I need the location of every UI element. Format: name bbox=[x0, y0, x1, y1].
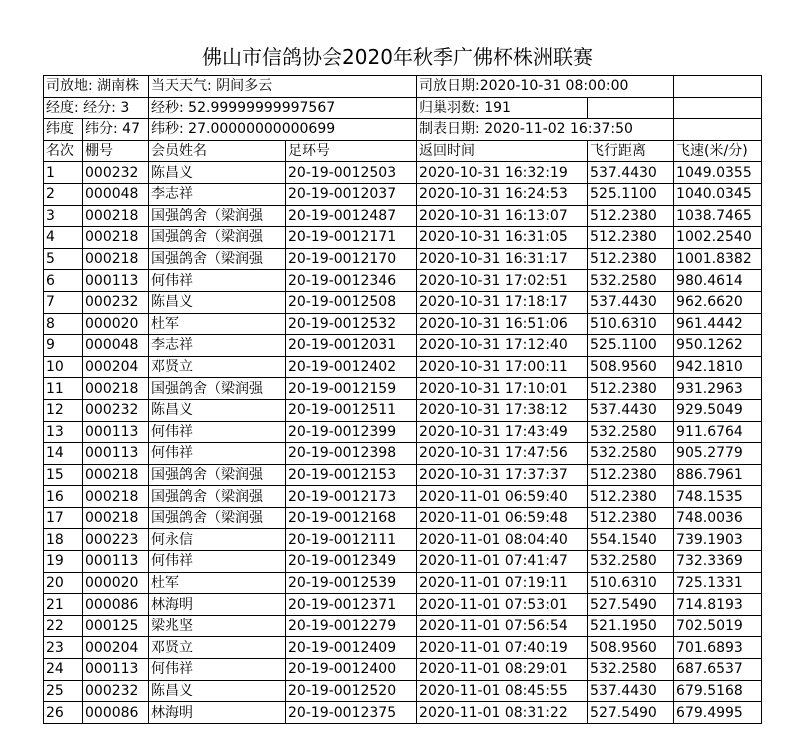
ring-cell: 20-19-0012346 bbox=[286, 270, 417, 292]
return-time-cell: 2020-11-01 07:41:47 bbox=[417, 551, 588, 573]
loft-cell: 000048 bbox=[83, 335, 149, 357]
speed-cell: 911.6764 bbox=[674, 421, 762, 443]
distance-cell: 512.2380 bbox=[588, 227, 674, 249]
loft-cell: 000232 bbox=[83, 162, 149, 184]
distance-cell: 510.6310 bbox=[588, 572, 674, 594]
speed-cell: 931.2963 bbox=[674, 378, 762, 400]
loft-cell: 000218 bbox=[83, 205, 149, 227]
results-table bbox=[43, 75, 762, 724]
member-cell: 李志祥 bbox=[149, 183, 286, 205]
ring-cell: 20-19-0012170 bbox=[286, 248, 417, 270]
ring-cell: 20-19-0012037 bbox=[286, 183, 417, 205]
speed-cell: 1038.7465 bbox=[674, 205, 762, 227]
return-time-cell: 2020-10-31 17:00:11 bbox=[417, 356, 588, 378]
column-header-loft: 棚号 bbox=[83, 140, 149, 162]
return-time-cell: 2020-10-31 17:18:17 bbox=[417, 291, 588, 313]
distance-cell: 554.1540 bbox=[588, 529, 674, 551]
empty-cell bbox=[674, 76, 762, 98]
ring-cell: 20-19-0012487 bbox=[286, 205, 417, 227]
speed-cell: 748.1535 bbox=[674, 486, 762, 508]
return-time-cell: 2020-11-01 06:59:48 bbox=[417, 507, 588, 529]
member-cell: 梁兆坚 bbox=[149, 615, 286, 637]
distance-cell: 532.2580 bbox=[588, 659, 674, 681]
loft-cell: 000204 bbox=[83, 356, 149, 378]
ring-cell: 20-19-0012371 bbox=[286, 594, 417, 616]
table-row bbox=[44, 291, 762, 313]
table-row bbox=[44, 443, 762, 465]
member-cell: 邓贤立 bbox=[149, 356, 286, 378]
latitude-seconds-cell: 纬秒: 27.00000000000699 bbox=[149, 119, 417, 141]
loft-cell: 000218 bbox=[83, 464, 149, 486]
ring-cell: 20-19-0012399 bbox=[286, 421, 417, 443]
table-row bbox=[44, 572, 762, 594]
table-row bbox=[44, 421, 762, 443]
table-row bbox=[44, 227, 762, 249]
weather-cell: 当天天气: 阴间多云 bbox=[149, 76, 417, 98]
ring-cell: 20-19-0012409 bbox=[286, 637, 417, 659]
ring-cell: 20-19-0012532 bbox=[286, 313, 417, 335]
table-date-cell: 制表日期: 2020-11-02 16:37:50 bbox=[417, 119, 674, 141]
page-title: 佛山市信鸽协会2020年秋季广佛杯株洲联赛 bbox=[202, 45, 593, 69]
member-cell: 陈昌义 bbox=[149, 291, 286, 313]
return-time-cell: 2020-11-01 08:45:55 bbox=[417, 680, 588, 702]
rank-cell: 3 bbox=[44, 205, 83, 227]
member-cell: 李志祥 bbox=[149, 335, 286, 357]
speed-cell: 739.1903 bbox=[674, 529, 762, 551]
longitude-seconds-cell: 经秒: 52.99999999997567 bbox=[149, 97, 417, 119]
distance-cell: 537.4430 bbox=[588, 399, 674, 421]
distance-cell: 508.9560 bbox=[588, 637, 674, 659]
table-row bbox=[44, 680, 762, 702]
member-cell: 何伟祥 bbox=[149, 270, 286, 292]
return-time-cell: 2020-10-31 16:51:06 bbox=[417, 313, 588, 335]
column-header-return-time: 返回时间 bbox=[417, 140, 588, 162]
rank-cell: 18 bbox=[44, 529, 83, 551]
ring-cell: 20-19-0012171 bbox=[286, 227, 417, 249]
member-cell: 何伟祥 bbox=[149, 551, 286, 573]
loft-cell: 000113 bbox=[83, 659, 149, 681]
return-time-cell: 2020-10-31 16:13:07 bbox=[417, 205, 588, 227]
table-row bbox=[44, 378, 762, 400]
return-time-cell: 2020-10-31 17:47:56 bbox=[417, 443, 588, 465]
longitude-cell: 经度: 经分: 3 bbox=[44, 97, 149, 119]
ring-cell: 20-19-0012375 bbox=[286, 702, 417, 724]
rank-cell: 26 bbox=[44, 702, 83, 724]
column-header-rank: 名次 bbox=[44, 140, 83, 162]
speed-cell: 687.6537 bbox=[674, 659, 762, 681]
ring-cell: 20-19-0012503 bbox=[286, 162, 417, 184]
return-time-cell: 2020-10-31 17:37:37 bbox=[417, 464, 588, 486]
table-row bbox=[44, 594, 762, 616]
distance-cell: 537.4430 bbox=[588, 162, 674, 184]
table-row bbox=[44, 507, 762, 529]
speed-cell: 679.5168 bbox=[674, 680, 762, 702]
rank-cell: 14 bbox=[44, 443, 83, 465]
ring-cell: 20-19-0012159 bbox=[286, 378, 417, 400]
rank-cell: 13 bbox=[44, 421, 83, 443]
speed-cell: 1040.0345 bbox=[674, 183, 762, 205]
table-row bbox=[44, 615, 762, 637]
return-time-cell: 2020-11-01 07:40:19 bbox=[417, 637, 588, 659]
loft-cell: 000204 bbox=[83, 637, 149, 659]
distance-cell: 525.1100 bbox=[588, 335, 674, 357]
return-time-cell: 2020-10-31 17:38:12 bbox=[417, 399, 588, 421]
table-row bbox=[44, 313, 762, 335]
distance-cell: 527.5490 bbox=[588, 702, 674, 724]
return-time-cell: 2020-10-31 16:31:05 bbox=[417, 227, 588, 249]
speed-cell: 1001.8382 bbox=[674, 248, 762, 270]
empty-cell bbox=[674, 119, 762, 141]
member-cell: 陈昌义 bbox=[149, 399, 286, 421]
return-time-cell: 2020-10-31 17:02:51 bbox=[417, 270, 588, 292]
rank-cell: 17 bbox=[44, 507, 83, 529]
member-cell: 国强鸽舍（梁润强 bbox=[149, 227, 286, 249]
rank-cell: 11 bbox=[44, 378, 83, 400]
speed-cell: 679.4995 bbox=[674, 702, 762, 724]
empty-cell bbox=[674, 97, 762, 119]
release-date-cell: 司放日期:2020-10-31 08:00:00 bbox=[417, 76, 674, 98]
ring-cell: 20-19-0012398 bbox=[286, 443, 417, 465]
member-cell: 杜军 bbox=[149, 572, 286, 594]
table-row bbox=[44, 551, 762, 573]
return-time-cell: 2020-10-31 16:24:53 bbox=[417, 183, 588, 205]
return-time-cell: 2020-10-31 17:43:49 bbox=[417, 421, 588, 443]
member-cell: 国强鸽舍（梁润强 bbox=[149, 507, 286, 529]
distance-cell: 512.2380 bbox=[588, 248, 674, 270]
loft-cell: 000086 bbox=[83, 594, 149, 616]
distance-cell: 532.2580 bbox=[588, 443, 674, 465]
distance-cell: 537.4430 bbox=[588, 680, 674, 702]
returned-count-cell: 归巢羽数: 191 bbox=[417, 97, 588, 119]
speed-cell: 748.0036 bbox=[674, 507, 762, 529]
empty-cell bbox=[588, 97, 674, 119]
header-row-longitude bbox=[44, 97, 762, 119]
return-time-cell: 2020-11-01 07:53:01 bbox=[417, 594, 588, 616]
member-cell: 邓贤立 bbox=[149, 637, 286, 659]
rank-cell: 20 bbox=[44, 572, 83, 594]
distance-cell: 510.6310 bbox=[588, 313, 674, 335]
member-cell: 国强鸽舍（梁润强 bbox=[149, 205, 286, 227]
speed-cell: 701.6893 bbox=[674, 637, 762, 659]
member-cell: 何伟祥 bbox=[149, 659, 286, 681]
return-time-cell: 2020-11-01 07:56:54 bbox=[417, 615, 588, 637]
table-row bbox=[44, 529, 762, 551]
member-cell: 陈昌义 bbox=[149, 162, 286, 184]
loft-cell: 000218 bbox=[83, 227, 149, 249]
ring-cell: 20-19-0012173 bbox=[286, 486, 417, 508]
loft-cell: 000020 bbox=[83, 313, 149, 335]
loft-cell: 000218 bbox=[83, 486, 149, 508]
loft-cell: 000232 bbox=[83, 291, 149, 313]
rank-cell: 15 bbox=[44, 464, 83, 486]
member-cell: 国强鸽舍（梁润强 bbox=[149, 378, 286, 400]
ring-cell: 20-19-0012279 bbox=[286, 615, 417, 637]
loft-cell: 000113 bbox=[83, 421, 149, 443]
column-header-ring: 足环号 bbox=[286, 140, 417, 162]
header-row-release-site bbox=[44, 76, 762, 98]
distance-cell: 532.2580 bbox=[588, 270, 674, 292]
loft-cell: 000086 bbox=[83, 702, 149, 724]
return-time-cell: 2020-10-31 16:31:17 bbox=[417, 248, 588, 270]
rank-cell: 8 bbox=[44, 313, 83, 335]
rank-cell: 21 bbox=[44, 594, 83, 616]
return-time-cell: 2020-11-01 08:29:01 bbox=[417, 659, 588, 681]
loft-cell: 000048 bbox=[83, 183, 149, 205]
ring-cell: 20-19-0012153 bbox=[286, 464, 417, 486]
table-row bbox=[44, 270, 762, 292]
member-cell: 何伟祥 bbox=[149, 421, 286, 443]
table-row bbox=[44, 248, 762, 270]
ring-cell: 20-19-0012508 bbox=[286, 291, 417, 313]
table-row bbox=[44, 659, 762, 681]
rank-cell: 12 bbox=[44, 399, 83, 421]
member-cell: 林海明 bbox=[149, 594, 286, 616]
distance-cell: 532.2580 bbox=[588, 551, 674, 573]
member-cell: 陈昌义 bbox=[149, 680, 286, 702]
speed-cell: 961.4442 bbox=[674, 313, 762, 335]
rank-cell: 23 bbox=[44, 637, 83, 659]
loft-cell: 000232 bbox=[83, 399, 149, 421]
loft-cell: 000125 bbox=[83, 615, 149, 637]
column-header-speed: 飞速(米/分) bbox=[674, 140, 762, 162]
table-row bbox=[44, 356, 762, 378]
rank-cell: 2 bbox=[44, 183, 83, 205]
rank-cell: 5 bbox=[44, 248, 83, 270]
speed-cell: 980.4614 bbox=[674, 270, 762, 292]
speed-cell: 1049.0355 bbox=[674, 162, 762, 184]
ring-cell: 20-19-0012402 bbox=[286, 356, 417, 378]
loft-cell: 000218 bbox=[83, 248, 149, 270]
header-row-latitude bbox=[44, 119, 762, 141]
rank-cell: 9 bbox=[44, 335, 83, 357]
table-row bbox=[44, 162, 762, 184]
loft-cell: 000218 bbox=[83, 507, 149, 529]
table-row bbox=[44, 486, 762, 508]
table-row bbox=[44, 399, 762, 421]
speed-cell: 942.1810 bbox=[674, 356, 762, 378]
distance-cell: 512.2380 bbox=[588, 378, 674, 400]
table-row bbox=[44, 464, 762, 486]
distance-cell: 532.2580 bbox=[588, 421, 674, 443]
column-header-distance: 飞行距离 bbox=[588, 140, 674, 162]
distance-cell: 508.9560 bbox=[588, 356, 674, 378]
rank-cell: 7 bbox=[44, 291, 83, 313]
rank-cell: 1 bbox=[44, 162, 83, 184]
return-time-cell: 2020-11-01 08:31:22 bbox=[417, 702, 588, 724]
ring-cell: 20-19-0012168 bbox=[286, 507, 417, 529]
table-row bbox=[44, 205, 762, 227]
distance-cell: 512.2380 bbox=[588, 464, 674, 486]
column-header-member: 会员姓名 bbox=[149, 140, 286, 162]
loft-cell: 000113 bbox=[83, 443, 149, 465]
member-cell: 国强鸽舍（梁润强 bbox=[149, 248, 286, 270]
rank-cell: 4 bbox=[44, 227, 83, 249]
ring-cell: 20-19-0012511 bbox=[286, 399, 417, 421]
member-cell: 何永信 bbox=[149, 529, 286, 551]
ring-cell: 20-19-0012539 bbox=[286, 572, 417, 594]
loft-cell: 000223 bbox=[83, 529, 149, 551]
latitude-label-cell: 纬度 bbox=[44, 119, 83, 141]
distance-cell: 525.1100 bbox=[588, 183, 674, 205]
table-row bbox=[44, 335, 762, 357]
ring-cell: 20-19-0012111 bbox=[286, 529, 417, 551]
rank-cell: 6 bbox=[44, 270, 83, 292]
speed-cell: 905.2779 bbox=[674, 443, 762, 465]
loft-cell: 000020 bbox=[83, 572, 149, 594]
distance-cell: 527.5490 bbox=[588, 594, 674, 616]
ring-cell: 20-19-0012520 bbox=[286, 680, 417, 702]
member-cell: 杜军 bbox=[149, 313, 286, 335]
return-time-cell: 2020-10-31 17:12:40 bbox=[417, 335, 588, 357]
speed-cell: 725.1331 bbox=[674, 572, 762, 594]
rank-cell: 16 bbox=[44, 486, 83, 508]
member-cell: 国强鸽舍（梁润强 bbox=[149, 464, 286, 486]
speed-cell: 962.6620 bbox=[674, 291, 762, 313]
loft-cell: 000232 bbox=[83, 680, 149, 702]
distance-cell: 537.4430 bbox=[588, 291, 674, 313]
speed-cell: 886.7961 bbox=[674, 464, 762, 486]
loft-cell: 000113 bbox=[83, 270, 149, 292]
rank-cell: 25 bbox=[44, 680, 83, 702]
return-time-cell: 2020-10-31 16:32:19 bbox=[417, 162, 588, 184]
distance-cell: 512.2380 bbox=[588, 486, 674, 508]
member-cell: 林海明 bbox=[149, 702, 286, 724]
ring-cell: 20-19-0012400 bbox=[286, 659, 417, 681]
table-row bbox=[44, 183, 762, 205]
ring-cell: 20-19-0012349 bbox=[286, 551, 417, 573]
rank-cell: 10 bbox=[44, 356, 83, 378]
distance-cell: 521.1950 bbox=[588, 615, 674, 637]
loft-cell: 000113 bbox=[83, 551, 149, 573]
speed-cell: 950.1262 bbox=[674, 335, 762, 357]
latitude-minutes-cell: 纬分: 47 bbox=[83, 119, 149, 141]
speed-cell: 1002.2540 bbox=[674, 227, 762, 249]
table-row bbox=[44, 702, 762, 724]
ring-cell: 20-19-0012031 bbox=[286, 335, 417, 357]
member-cell: 国强鸽舍（梁润强 bbox=[149, 486, 286, 508]
release-site-cell: 司放地: 湖南株 bbox=[44, 76, 149, 98]
distance-cell: 512.2380 bbox=[588, 205, 674, 227]
speed-cell: 714.8193 bbox=[674, 594, 762, 616]
member-cell: 何伟祥 bbox=[149, 443, 286, 465]
rank-cell: 19 bbox=[44, 551, 83, 573]
rank-cell: 22 bbox=[44, 615, 83, 637]
rank-cell: 24 bbox=[44, 659, 83, 681]
speed-cell: 732.3369 bbox=[674, 551, 762, 573]
return-time-cell: 2020-11-01 06:59:40 bbox=[417, 486, 588, 508]
distance-cell: 512.2380 bbox=[588, 507, 674, 529]
loft-cell: 000218 bbox=[83, 378, 149, 400]
speed-cell: 702.5019 bbox=[674, 615, 762, 637]
speed-cell: 929.5049 bbox=[674, 399, 762, 421]
return-time-cell: 2020-10-31 17:10:01 bbox=[417, 378, 588, 400]
return-time-cell: 2020-11-01 08:04:40 bbox=[417, 529, 588, 551]
column-header-row bbox=[44, 140, 762, 162]
table-row bbox=[44, 637, 762, 659]
return-time-cell: 2020-11-01 07:19:11 bbox=[417, 572, 588, 594]
